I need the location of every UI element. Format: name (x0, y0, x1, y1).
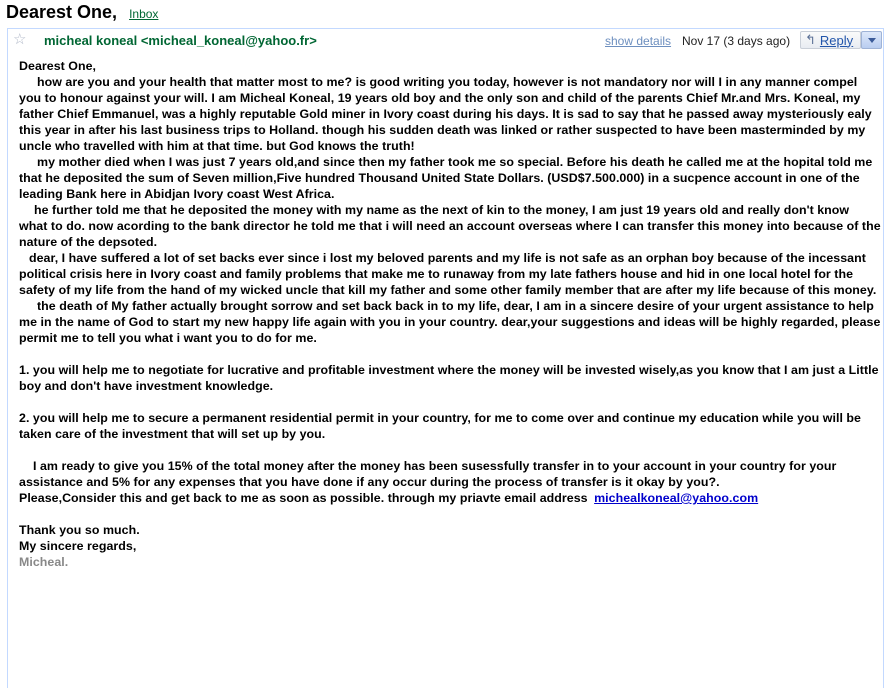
dropdown-arrow-icon (868, 38, 876, 43)
email-link[interactable]: michealkoneal@yahoo.com (594, 491, 759, 505)
body-paragraph: how are you and your health that matter most to me? is good writing you today, however is not mandatory nor will I in any manner compel you to honour against your will. I am Micheal Koneal, 19 years old boy and the only son and child of the parents Chief Mr.and Mrs. Koneal, my father Chief Emmanuel, was a highly reputable Gold miner in Ivory coast during his days. It is sad to say that he passed away mysteriously ealy this year in after his last business trips to Holland. though his sudden death was linked or rather suspected to have been masterminded by my uncle who travelled with him at that time. but God knows the truth! (19, 75, 872, 153)
reply-options-dropdown[interactable] (861, 31, 882, 49)
reply-label: Reply (819, 32, 854, 48)
body-paragraph: dear, I have suffered a lot of set backs ever since i lost my beloved parents and my life is not safe as an orphan boy because of the incessant political crisis here in Ivory coast and family problems that make me to runaway from my late fathers house and hid in one local hotel for the safety of my life from the hand of my wicked uncle that kill my father and some other family member that are after my life because of this money. (19, 251, 877, 297)
list-item: 1. you will help me to negotiate for lucrative and profitable investment where the money will be invested wisely,as you know that I am just a Little boy and don't have investment knowledge. (19, 363, 879, 393)
contact-line (19, 490, 881, 506)
body-paragraph: my mother died when I was just 7 years old,and since then my father took me so special. Before his death he called me at the hopital told me that he deposited the sum of Seven million,Five hundred Thousand United State Dollars. (USD$7.500.000) in a sucpence account in one of the leading Bank here in Abidjan Ivory coast West Africa. (19, 155, 873, 201)
star-icon[interactable]: ☆ (13, 31, 27, 48)
inbox-label[interactable]: Inbox (129, 7, 159, 21)
message-header (8, 29, 883, 53)
contact-text: Please,Consider this and get back to me as soon as possible. through my priavte email address (19, 491, 588, 505)
message-card (7, 28, 884, 688)
sender-name[interactable]: micheal koneal <micheal_koneal@yahoo.fr> (44, 33, 317, 48)
thread-subject-bar (6, 2, 158, 24)
body-paragraph: the death of My father actually brought sorrow and set back back in to my life, dear, I am in a sincere desire of your urgent assistance to help me in the name of God to start my new happy life again with you in your country. dear,your suggestions and ideas will be highly regarded, please permit me to tell you what i want you to do for me. (19, 299, 881, 345)
thanks-line: Thank you so much. (19, 523, 140, 537)
reply-arrow-icon: ↰ (805, 32, 816, 47)
reply-button[interactable] (800, 31, 861, 49)
list-item: 2. you will help me to secure a permanent residential permit in your country, for me to come over and continue my education while you will be taken care of the investment that will set up by you. (19, 411, 861, 441)
thread-subject: Dearest One, (6, 2, 118, 22)
show-details-link[interactable]: show details (605, 34, 672, 48)
message-date: Nov 17 (3 days ago) (682, 34, 791, 48)
message-body (19, 58, 881, 570)
body-paragraph: he further told me that he deposited the money with my name as the next of kin to the money, I am just 19 years old and really don't know what to do. now acording to the bank director he told me that i will need an account overseas where I can transfer this money into because of the nature of the depsoted. (19, 203, 881, 249)
signature: Micheal. (19, 555, 69, 569)
regards-line: My sincere regards, (19, 539, 137, 553)
greeting: Dearest One, (19, 59, 97, 73)
body-paragraph: I am ready to give you 15% of the total money after the money has been susessfully transfer in to your account in your country for your assistance and 5% for any expenses that you have done if any occur during the process of transfer is it okay by you?. (19, 459, 837, 489)
